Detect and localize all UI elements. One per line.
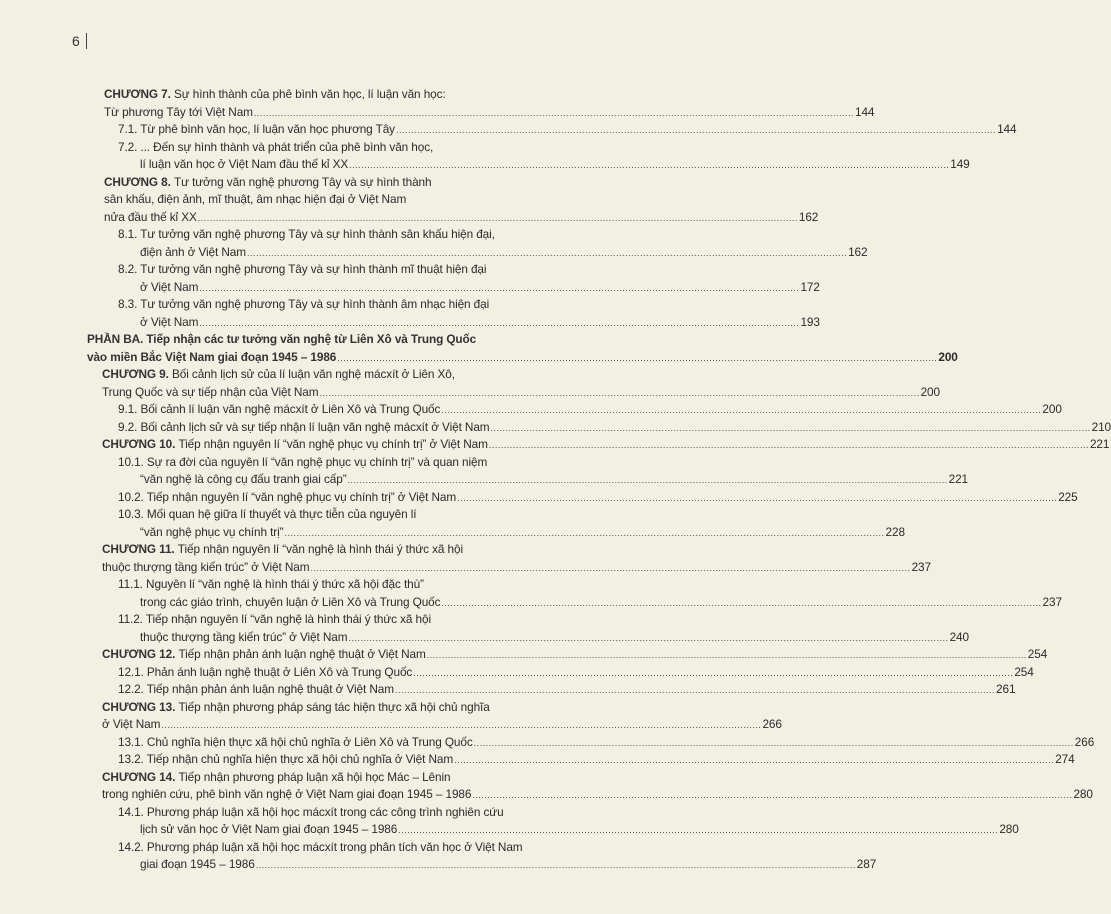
toc-page-number: 193 (800, 314, 820, 329)
toc-entry-line (118, 226, 551, 244)
toc-page-number: 266 (762, 717, 782, 731)
dot-leader: ........................................................................................................................................................................................................ (253, 107, 854, 118)
dot-leader: ........................................................................................................................................................................................................ (441, 597, 1042, 608)
toc-entry-text: giai đoạn 1945 – 1986 (140, 857, 255, 871)
dot-leader: ........................................................................................................................................................................................................ (319, 387, 920, 398)
dot-leader: ........................................................................................................................................................................................................ (337, 352, 938, 363)
dot-leader: ........................................................................................................................................................................................................ (349, 160, 950, 170)
toc-entry-text: 10.3. Mối quan hệ giữa lí thuyết và thực tiễn của nguyên lí (118, 507, 417, 521)
toc-entry-line (140, 156, 970, 174)
toc-chapter-label: CHƯƠNG 9. (102, 367, 172, 381)
toc-entry-line (118, 454, 551, 472)
toc-entry[interactable] (0, 226, 868, 261)
toc-entry[interactable] (0, 506, 905, 541)
toc-entry-line (140, 821, 1019, 839)
toc-entry-line (140, 856, 877, 874)
toc-page-number: 280 (1073, 787, 1093, 801)
toc-entry[interactable] (0, 139, 970, 174)
dot-leader: ........................................................................................................................................................................................................ (488, 440, 1089, 450)
toc-page-number: 200 (1042, 402, 1062, 416)
toc-page-number: 237 (911, 559, 931, 574)
page-number (72, 33, 87, 49)
toc-chapter-label: CHƯƠNG 12. (102, 647, 179, 661)
toc-entry[interactable] (0, 699, 782, 734)
toc-page-number: 274 (1055, 752, 1075, 766)
toc-entry-text: vào miền Bắc Việt Nam giai đoạn 1945 – 1986 (87, 349, 337, 364)
toc-entry[interactable] (0, 436, 1110, 454)
toc-entry-text: 13.1. Chủ nghĩa hiện thực xã hội chủ nghĩa ở Liên Xô và Trung Quốc (118, 734, 473, 749)
toc-entry-line (118, 734, 1095, 752)
toc-entry-line (104, 104, 875, 122)
page-number-divider (86, 33, 87, 49)
toc-entry-text: 13.2. Tiếp nhận chủ nghĩa hiện thực xã hội chủ nghĩa ở Việt Nam (118, 752, 454, 766)
toc-entry-line (102, 541, 551, 559)
toc-entry-line (118, 419, 1111, 437)
toc-entry[interactable] (0, 769, 1093, 804)
page-number-text: 6 (72, 33, 80, 49)
dot-leader: ........................................................................................................................................................................................................ (473, 737, 1074, 748)
toc-entry[interactable] (0, 401, 1062, 419)
dot-leader: ........................................................................................................................................................................................................ (457, 492, 1058, 503)
toc-page-number: 237 (1042, 594, 1062, 609)
dot-leader: ........................................................................................................................................................................................................ (310, 562, 911, 573)
dot-leader: ........................................................................................................................................................................................................ (394, 685, 996, 695)
toc-page-number: 210 (1091, 419, 1111, 434)
toc-entry-line (104, 209, 819, 227)
dot-leader: ........................................................................................................................................................................................................ (161, 720, 762, 730)
toc-entry-text: ở Việt Nam (140, 279, 199, 294)
toc-entry-text: 11.2. Tiếp nhận nguyên lí “văn nghệ là hình thái ý thức xã hội (118, 612, 432, 626)
toc-entry-line (118, 839, 551, 857)
toc-entry-text: 7.1. Từ phê bình văn học, lí luận văn học phương Tây (118, 122, 395, 136)
toc-entry-text: ở Việt Nam (140, 314, 199, 329)
toc-entry-text: CHƯƠNG 8. Tư tưởng văn nghệ phương Tây và sự hình thành (104, 174, 432, 189)
toc-entry-line (118, 296, 551, 314)
toc-entry-text: lí luận văn học ở Việt Nam đầu thế kỉ XX (140, 157, 349, 171)
toc-page-number: 172 (800, 279, 820, 294)
toc-page-number: 200 (938, 349, 958, 364)
toc-chapter-label: CHƯƠNG 14. (102, 769, 179, 784)
dot-leader: ........................................................................................................................................................................................................ (395, 125, 997, 135)
toc-entry-line (102, 646, 1048, 664)
dot-leader: ........................................................................................................................................................................................................ (347, 475, 948, 485)
toc-page-number: 144 (997, 122, 1017, 136)
dot-leader: ........................................................................................................................................................................................................ (284, 527, 885, 538)
toc-entry-line (87, 331, 551, 349)
toc-entry[interactable] (0, 454, 969, 489)
toc-entry-text: CHƯƠNG 11. Tiếp nhận nguyên lí “văn nghệ là hình thái ý thức xã hội (102, 542, 463, 556)
toc-entry-text: sân khấu, điện ảnh, mĩ thuật, âm nhạc hiện đại ở Việt Nam (104, 192, 407, 206)
toc-entry[interactable] (0, 839, 877, 874)
toc-entry-text: điện ảnh ở Việt Nam (140, 244, 246, 259)
toc-entry[interactable] (0, 174, 819, 227)
dot-leader: ........................................................................................................................................................................................................ (413, 667, 1014, 678)
toc-entry[interactable] (0, 261, 820, 296)
toc-entry[interactable] (0, 366, 940, 401)
toc-entry-text: 9.1. Bối cảnh lí luận văn nghệ mácxít ở Liên Xô và Trung Quốc (118, 402, 441, 416)
dot-leader: ........................................................................................................................................................................................................ (348, 632, 949, 643)
toc-page-number: 200 (920, 384, 940, 399)
toc-entry-text: CHƯƠNG 10. Tiếp nhận nguyên lí “văn nghệ phục vụ chính trị” ở Việt Nam (102, 437, 488, 451)
dot-leader: ........................................................................................................................................................................................................ (199, 282, 800, 293)
toc-page-number: 261 (996, 682, 1016, 696)
toc-entry-text: trong nghiên cứu, phê bình văn nghệ ở Việt Nam giai đoạn 1945 – 1986 (102, 787, 472, 801)
toc-entry[interactable] (0, 804, 1019, 839)
toc-entry-line (118, 611, 551, 629)
toc-entry-text: 14.1. Phương pháp luận xã hội học mácxít trong các công trình nghiên cứu (118, 804, 504, 819)
toc-page-number: 228 (885, 524, 905, 539)
dot-leader: ........................................................................................................................................................................................................ (398, 825, 999, 835)
toc-chapter-label: CHƯƠNG 8. (104, 174, 174, 189)
toc-entry-line (140, 524, 905, 542)
toc-entry-line (102, 436, 1110, 454)
toc-entry-text: PHẦN BA. Tiếp nhận các tư tưởng văn nghệ từ Liên Xô và Trung Quốc (87, 332, 477, 346)
toc-entry-text: 9.2. Bối cảnh lịch sử và sự tiếp nhận lí luận văn nghệ mácxít ở Việt Nam (118, 419, 490, 434)
toc-entry[interactable] (0, 541, 931, 576)
toc-entry-line (140, 314, 820, 332)
toc-entry-text: CHƯƠNG 12. Tiếp nhận phản ánh luận nghệ thuật ở Việt Nam (102, 647, 426, 661)
toc-page-number: 266 (1074, 734, 1095, 749)
toc-entry-text: ở Việt Nam (102, 717, 161, 731)
toc-entry-text: CHƯƠNG 14. Tiếp nhận phương pháp luận xã hội học Mác – Lênin (102, 769, 451, 784)
toc-entry-line (102, 559, 931, 577)
toc-entry[interactable] (0, 331, 958, 366)
toc-entry-line (140, 279, 820, 297)
toc-entry-line (104, 191, 551, 209)
toc-entry-text: 10.1. Sự ra đời của nguyên lí “văn nghệ phục vụ chính trị” và quan niệm (118, 454, 488, 469)
dot-leader: ........................................................................................................................................................................................................ (197, 212, 798, 223)
toc-entry-text: thuộc thượng tầng kiến trúc” ở Việt Nam (140, 629, 348, 644)
dot-leader: ........................................................................................................................................................................................................ (454, 755, 1055, 765)
toc-entry-line (140, 471, 969, 489)
toc-entry-line (118, 681, 1016, 699)
toc-entry[interactable] (0, 681, 1016, 699)
toc-entry[interactable] (0, 489, 1078, 507)
toc-entry-text: lịch sử văn học ở Việt Nam giai đoạn 1945 – 1986 (140, 822, 398, 836)
toc-entry-text: “văn nghệ phục vụ chính trị” (140, 524, 284, 539)
toc-entry-text: trong các giáo trình, chuyên luận ở Liên Xô và Trung Quốc (140, 594, 441, 609)
toc-entry-line (87, 349, 958, 367)
dot-leader: ........................................................................................................................................................................................................ (199, 317, 800, 328)
toc-page-number: 221 (1089, 437, 1110, 451)
toc-chapter-label: CHƯƠNG 7. (104, 87, 174, 101)
toc-entry-text: thuộc thượng tầng kiến trúc” ở Việt Nam (102, 559, 310, 574)
toc-chapter-label: CHƯƠNG 10. (102, 437, 179, 451)
toc-entry-line (102, 366, 551, 384)
toc-page-number: 287 (856, 857, 877, 871)
toc-entry-text: CHƯƠNG 9. Bối cảnh lịch sử của lí luận văn nghệ mácxít ở Liên Xô, (102, 367, 455, 381)
toc-entry-line (104, 86, 551, 104)
toc-entry[interactable] (0, 121, 1017, 139)
dot-leader: ........................................................................................................................................................................................................ (255, 860, 856, 870)
toc-entry[interactable] (0, 296, 820, 331)
toc-page-number: 221 (948, 472, 969, 486)
toc-entry-text: 8.1. Tư tưởng văn nghệ phương Tây và sự hình thành sân khấu hiện đại, (118, 227, 495, 241)
toc-entry-line (118, 489, 1078, 507)
toc-entry-line (118, 576, 551, 594)
toc-entry-line (118, 401, 1062, 419)
toc-entry-text: CHƯƠNG 7. Sự hình thành của phê bình văn học, lí luận văn học: (104, 87, 446, 101)
toc-entry-text: Trung Quốc và sự tiếp nhận của Việt Nam (102, 384, 319, 399)
toc-entry[interactable] (0, 576, 1062, 611)
toc-entry-text: nửa đầu thế kỉ XX (104, 209, 197, 224)
toc-entry-text: 11.1. Nguyên lí “văn nghệ là hình thái ý thức xã hội đặc thù” (118, 577, 424, 591)
toc-entry[interactable] (0, 611, 969, 646)
toc-page-number: 162 (848, 244, 868, 259)
toc-entry-text: 8.3. Tư tưởng văn nghệ phương Tây và sự hình thành âm nhạc hiện đại (118, 297, 490, 311)
dot-leader: ........................................................................................................................................................................................................ (441, 405, 1042, 415)
toc-page-number: 254 (1027, 647, 1048, 661)
toc-entry-line (102, 384, 940, 402)
dot-leader: ........................................................................................................................................................................................................ (426, 650, 1027, 660)
toc-entry-line (118, 121, 1017, 139)
toc-entry-text: 7.2. ... Đến sự hình thành và phát triển của phê bình văn học, (118, 139, 434, 154)
toc-page-number: 149 (950, 157, 970, 171)
toc-entry-line (118, 506, 551, 524)
toc-entry-line (118, 139, 551, 157)
toc-entry-line (140, 244, 868, 262)
toc-page-number: 254 (1014, 664, 1034, 679)
toc-page-number: 144 (855, 104, 875, 119)
table-of-contents (0, 86, 1111, 874)
toc-entry-line (140, 629, 969, 647)
toc-entry-text: 12.1. Phản ánh luận nghệ thuật ở Liên Xô và Trung Quốc (118, 664, 413, 679)
toc-page-number: 240 (949, 629, 969, 644)
dot-leader: ........................................................................................................................................................................................................ (472, 790, 1073, 800)
toc-entry-text: 14.2. Phương pháp luận xã hội học mácxít trong phân tích văn học ở Việt Nam (118, 839, 523, 854)
toc-entry-line (102, 769, 551, 787)
toc-entry-line (118, 664, 1034, 682)
toc-entry-line (102, 786, 1093, 804)
toc-entry-line (118, 751, 1075, 769)
toc-entry-line (104, 174, 551, 192)
toc-page-number: 225 (1058, 489, 1078, 504)
toc-entry-line (118, 804, 551, 822)
toc-entry-text: 8.2. Tư tưởng văn nghệ phương Tây và sự hình thành mĩ thuật hiện đại (118, 262, 487, 276)
toc-page-number: 280 (999, 822, 1019, 836)
toc-page-number: 162 (798, 209, 819, 224)
toc-chapter-label: CHƯƠNG 11. (102, 542, 178, 556)
toc-entry[interactable] (0, 751, 1075, 769)
toc-entry[interactable] (0, 86, 875, 121)
toc-chapter-label: CHƯƠNG 13. (102, 699, 179, 714)
toc-entry-text: “văn nghệ là công cụ đấu tranh giai cấp” (140, 472, 347, 486)
toc-entry-line (102, 716, 782, 734)
toc-entry[interactable] (0, 734, 1095, 752)
toc-entry-text: CHƯƠNG 13. Tiếp nhận phương pháp sáng tác hiện thực xã hội chủ nghĩa (102, 699, 490, 714)
toc-entry-line (140, 594, 1062, 612)
toc-entry-text: Từ phương Tây tới Việt Nam (104, 104, 253, 119)
toc-entry[interactable] (0, 664, 1034, 682)
toc-entry-line (102, 699, 551, 717)
dot-leader: ........................................................................................................................................................................................................ (246, 247, 848, 258)
toc-entry[interactable] (0, 419, 1111, 437)
toc-entry-text: 12.2. Tiếp nhận phản ánh luận nghệ thuật ở Việt Nam (118, 682, 394, 696)
toc-entry[interactable] (0, 646, 1048, 664)
toc-entry-text: 10.2. Tiếp nhận nguyên lí “văn nghệ phục vụ chính trị” ở Việt Nam (118, 489, 457, 504)
toc-entry-line (118, 261, 551, 279)
dot-leader: ........................................................................................................................................................................................................ (490, 422, 1091, 433)
